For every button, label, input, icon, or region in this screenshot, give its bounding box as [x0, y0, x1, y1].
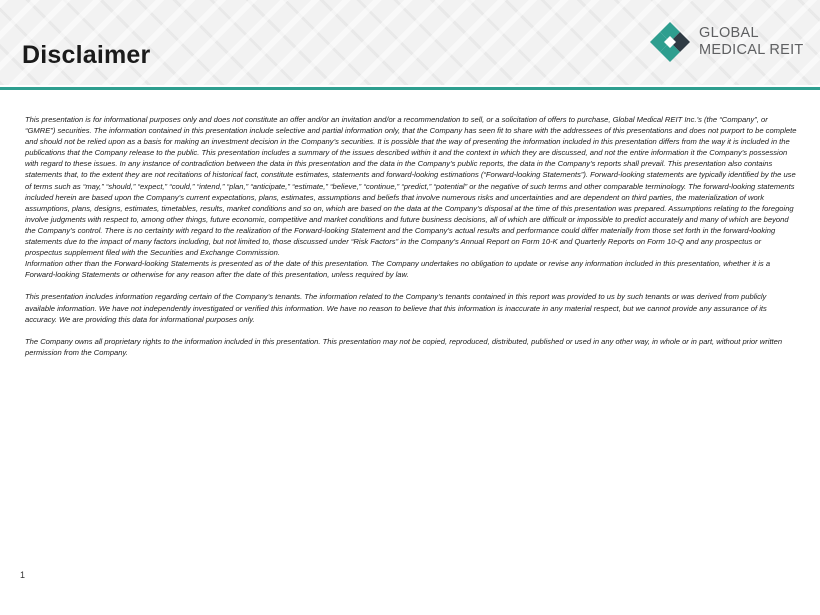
page-title: Disclaimer [22, 41, 151, 69]
disclaimer-paragraph: This presentation is for informational purposes only and does not constitute an offer and/or an invitation and/or a recommendation to sell, or a solicitation of offers to purchase, Global Medical REIT Inc.’s (the “Company”, or “GMRE”) securities. The information contained in this presentation include selective and partial information only, that the Company has seen fit to share with the addressees of this presentations and does not purport to be complete and should not be relied upon as a basis for making an investment decision in the Company’s securities. It is possible that the way of presenting the information included in this presentation differs from the way it is included in the publications that the Company release to the public. This presentation includes a summary of the issues described within it and the context in which they are discussed, and not the entire information it the Company’s possession with regard to these issues. In any instance of contradiction between the data in this presentation and the data in the Company’s public reports, the data in the Company’s reports shall prevail. This presentation also contains statements that, to the extent they are not recitations of historical fact, constitute estimates, statements and forward-looking estimations (“Forward-looking Statements”). Forward-looking statements are typically identified by the use of terms such as “may,” “should,” “expect,” “could,” “intend,” “plan,” “anticipate,” “estimate,” “believe,” “continue,” “predict,” “potential” or the negative of such terms and other comparable terminology. The forward-looking statements included herein are based upon the Company’s current expectations, plans, estimates, assumptions and beliefs that involve numerous risks and uncertainties and are dependent on third parties, the materialization of work assumptions, plans, designs, estimates, timetables, results, market conditions and so on, which are based on the data at the Company’s disposal at the time of this presentation was prepared. Assumptions relating to the foregoing involve judgments with respect to, among other things, future economic, competitive and market conditions and future business decisions, all of which are difficult or impossible to predict accurately and many of which are beyond the Company’s control. There is no certainty with regard to the realization of the Forward-looking Statement and the Company’s actual results and performance could differ materially from those set forth in the forward-looking statements due to the impact of many factors including, but not limited to, those discussed under “Risk Factors” in the Company’s Annual Report on Form 10-K and Quarterly Reports on Form 10-Q and any prospectus or prospectus supplement filed with the Securities and Exchange Commission. [25, 115, 797, 258]
logo-text-line1: GLOBAL [699, 25, 759, 41]
cross-logo-icon [648, 20, 692, 64]
disclaimer-paragraph: Information other than the Forward-looking Statements is presented as of the date of this presentation. The Company undertakes no obligation to update or revise any information included in this presentation, whether it is a Forward-looking Statements or otherwise for any reason after the date of this presentation, unless required by law. [25, 259, 771, 280]
disclaimer-paragraph: The Company owns all proprietary rights to the information included in this presentation. This presentation may not be copied, reproduced, distributed, published or used in any other way, in whole or in part, without prior written permission from the Company. [25, 336, 783, 357]
page-number: 1 [20, 570, 26, 580]
header-divider [0, 87, 820, 90]
disclaimer-paragraph: This presentation includes information regarding certain of the Company’s tenants. The information related to the Company’s tenants contained in this report was provided to us by such tenants or was derived from publicly available information. We have not independently investigated or verified this information. We have no reason to believe that this information is inaccurate in any material respect, but we cannot provide any assurance of its accuracy. We are providing this data for informational purposes only. [25, 292, 767, 324]
disclaimer-body [25, 114, 797, 358]
company-logo [648, 20, 808, 64]
logo-text-line2: MEDICAL REIT [699, 42, 804, 58]
